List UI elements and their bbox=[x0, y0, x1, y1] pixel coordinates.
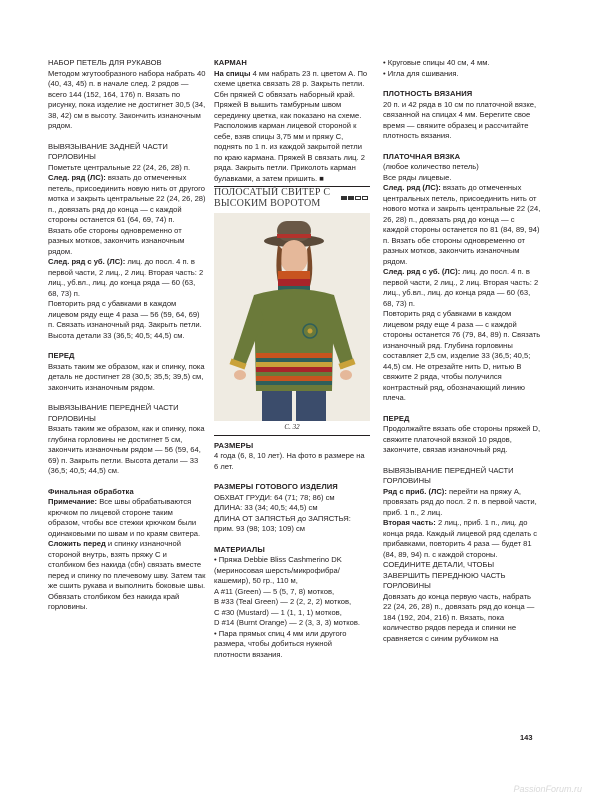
sleeve-cast-text: Методом жгутообразного набора набрать 40 (40, 43, 45) п. в начале след. 2 рядов — всего 144 (152, 164, 176) п. Вязать по рисунку, пока изделие не достигнет 30,5 (34, 38, 42) см в высоту. Закончить изнаночным рядом. bbox=[48, 68, 206, 130]
pocket-text bbox=[214, 69, 370, 185]
garter-p3: Повторить ряд с убавками в каждом лицевом ряду еще 4 раза — с каждой стороны останется 76 (79, 84, 89) п. Связать изнаночный ряд. Глубина горловины составляет 2,5 см, изделие 33 (36,5; 40,5; 44,5) см. Не отрезайте нить D, нитью B свяжите 2 ряда, чтобы получился контрастный ряд, обозначающий линию плеча. bbox=[383, 309, 541, 402]
front-neck2-heading: ВЫВЯЗЫВАНИЕ ПЕРЕДНЕЙ ЧАСТИ ГОРЛОВИНЫ bbox=[383, 465, 514, 485]
column-right bbox=[383, 58, 541, 644]
front-text: Вязать таким же образом, как и спинку, пока деталь не достигнет 28 (30,5; 35,5; 39,5) см, закончить изнаночным рядом. bbox=[48, 361, 205, 392]
photo-title: ПОЛОСАТЫЙ СВИТЕР С ВЫСОКИМ ВОРОТОМ bbox=[214, 187, 331, 209]
sleeve-cast-heading: НАБОР ПЕТЕЛЬ ДЛЯ РУКАВОВ bbox=[48, 58, 162, 67]
materials-line-4: C #30 (Mustard) — 1 (1, 1, 1) мотков, bbox=[214, 607, 342, 617]
end-mark: ■ bbox=[319, 173, 324, 183]
garter-p1-text: вязать до отмеченных центральных петель, присоединить нить от нового мотка и закрыть центральные 22 (24, 26, 28) п., довязать ряд до конца — с каждой стороны останется по 81 (84, 89, 94) п. Вязать обе стороны одновременно от разных мотков, закончить изнаночным рядом. bbox=[383, 183, 541, 266]
photo-title-block bbox=[214, 187, 370, 209]
density-heading: ПЛОТНОСТЬ ВЯЗАНИЯ bbox=[383, 89, 473, 98]
front-neck2-p1-label: Ряд с приб. (ЛС): bbox=[383, 486, 447, 496]
back-neck-p2 bbox=[48, 173, 206, 226]
finished-heading: РАЗМЕРЫ ГОТОВОГО ИЗДЕЛИЯ bbox=[214, 482, 338, 491]
materials-line-1: • Пряжа Debbie Bliss Cashmerino DK (мериносовая шерсть/микрофибра/кашемир), 50 гр., 110 м, bbox=[214, 555, 342, 585]
finished-line-1: ОБХВАТ ГРУДИ: 64 (71; 78; 86) см bbox=[214, 492, 335, 502]
front-heading: ПЕРЕД bbox=[48, 351, 75, 360]
front-neck2-p2 bbox=[383, 518, 541, 560]
front2-heading: ПЕРЕД bbox=[383, 413, 410, 423]
pocket-body: 4 мм набрать 23 п. цветом А. По схеме цветка связать 28 р. Закрыть петли. Сбн пряжей С обвязать наборный край. Пряжей В вышить тамбурным швом серединку цветка, как показано на схеме. Расположив карман лицевой стороной к себе, взяв спицы 3,75 мм и пряжу С, поднять по 1 п. из каждой закрытой петли по краю кармана. Пряжей В связать лиц. 2 ряда. Закрыть петли. Приколоть карман булавками, а затем пришить. bbox=[214, 68, 368, 183]
garter-p2 bbox=[383, 267, 541, 309]
front-neck-text: Вязать таким же образом, как и спинку, пока глубина горловины не достигнет 5 см, закончить изнаночным рядом — 56 (59, 64, 69) п. Закрыть петли. Высота детали — 33 (36,5; 40,5; 44,5) см. bbox=[48, 424, 205, 475]
finish-heading: Финальная обработка bbox=[48, 486, 134, 496]
front-neck2-p1-text: перейти на пряжу А, провязать ряд до посл. 2 п. в первой части, приб. 1 п., 2 лиц. bbox=[383, 486, 537, 517]
materials-line-5: D #14 (Burnt Orange) — 2 (3, 3, 3) мотков. bbox=[214, 618, 360, 627]
back-neck-p3: Вязать обе стороны одновременно от разных мотков, закончить изнаночным рядом. bbox=[48, 225, 185, 256]
finished-line-3: ДЛИНА ОТ ЗАПЯСТЬЯ до ЗАПЯСТЬЯ: прим. 93 (98; 103; 109) см bbox=[214, 513, 351, 533]
finish-p1-text: Все швы обрабатываются крючком по лицевой стороне таким образом, чтобы все стежки крючком были одинаковыми по швам и по краям свитера. bbox=[48, 497, 201, 538]
sizes-text: 4 года (6, 8, 10 лет). На фото в размере на 6 лет. bbox=[214, 451, 365, 471]
column-left bbox=[48, 58, 206, 613]
column-middle bbox=[214, 58, 370, 660]
front-neck2-p2-label: Вторая часть: bbox=[383, 518, 436, 527]
materials-line-6: • Пара прямых спиц 4 мм или другого размера, чтобы добиться нужной плотности вязания. bbox=[214, 628, 347, 659]
garter-p2-text: лиц. до посл. 4 п. в первой части, 2 лиц., 2 лиц. Вторая часть: 2 лиц., уб.вл., лиц. до конца ряда — 60 (63, 68, 73) п. bbox=[383, 267, 539, 308]
difficulty-indicator bbox=[341, 196, 368, 200]
garter-sub-1: (любое количество петель) bbox=[383, 162, 479, 171]
photo-caption: С. 32 bbox=[284, 423, 300, 431]
garter-p2-label: След. ряд с уб. (ЛС): bbox=[383, 267, 461, 276]
materials-line-3: B #33 (Teal Green) — 2 (2, 2, 2) мотков, bbox=[214, 597, 352, 606]
join-text: Довязать до конца первую часть, набрать 22 (24, 26, 28) п., довязать ряд до конца — 184 (192, 204, 216) п. Вязать, пока количество рядов переда и спинки не сравняется с синим рубчиком на bbox=[383, 591, 535, 643]
photo-illustration bbox=[214, 213, 370, 421]
sizes-heading: РАЗМЕРЫ bbox=[214, 440, 254, 450]
garter-sub-2: Все ряды лицевые. bbox=[383, 172, 452, 182]
back-neck-p4 bbox=[48, 257, 206, 299]
front-neck-heading: ВЫВЯЗЫВАНИЕ ПЕРЕДНЕЙ ЧАСТИ ГОРЛОВИНЫ bbox=[48, 403, 179, 423]
front-neck2-p1 bbox=[383, 487, 541, 519]
pocket-heading: КАРМАН bbox=[214, 58, 247, 67]
finish-p2 bbox=[48, 539, 206, 613]
back-neck-p4-label: След. ряд с уб. (ЛС): bbox=[48, 257, 126, 266]
garter-p1-label: След. ряд (ЛС): bbox=[383, 183, 441, 192]
finish-p2-text: и спинку изнаночной стороной внутрь, взять пряжу С и столбиком без накида (сбн) связать вместе перед и спинку по плечевому шву. Затем так же сшить рукава и выполнить боковые швы. Обвязать столбиком без накида край горловины. bbox=[48, 539, 206, 611]
tools-line-2: • Игла для сшивания. bbox=[383, 68, 459, 78]
sweater-photo bbox=[214, 213, 370, 421]
tools-line-1: • Круговые спицы 40 см, 4 мм. bbox=[383, 58, 490, 67]
back-neck-p2-text: вязать до отмеченных петель, присоединить новую нить от другого мотка и закрыть центральные 22 (24, 26, 28) п., довязать ряд до конца — с каждой стороны останется 61 (64, 69, 74) п. bbox=[48, 173, 206, 224]
garter-heading: ПЛАТОЧНАЯ ВЯЗКА bbox=[383, 151, 461, 161]
back-neck-p5: Повторить ряд с убавками в каждом лицевом ряду еще 4 раза — 56 (59, 64, 69) п. Связать изнаночный ряд. Закрыть петли. Высота детали 33 (36,5; 40,5; 44,5) см. bbox=[48, 299, 202, 340]
density-text: 20 п. и 42 ряда в 10 см по платочной вязке, связанной на спицах 4 мм. Берегите свое время — свяжите образец и рассчитайте плотность вязания. bbox=[383, 99, 537, 140]
finish-p1 bbox=[48, 497, 206, 539]
back-neck-p4-text: лиц. до посл. 4 п. в первой части, 2 лиц., 2 лиц. Вторая часть: 2 лиц., уб.вл., лиц. до конца ряда — 60 (63, 68, 73) п. bbox=[48, 257, 204, 298]
join-heading: СОЕДИНИТЕ ДЕТАЛИ, ЧТОБЫ ЗАВЕРШИТЬ ПЕРЕДНЮЮ ЧАСТЬ ГОРЛОВИНЫ bbox=[383, 560, 506, 590]
finished-line-2: ДЛИНА: 33 (34; 40,5; 44,5) см bbox=[214, 503, 318, 512]
watermark: PassionForum.ru bbox=[513, 783, 582, 794]
back-neck-p2-label: След. ряд (ЛС): bbox=[48, 173, 106, 182]
garter-p1 bbox=[383, 183, 541, 267]
back-neck-heading: ВЫВЯЗЫВАНИЕ ЗАДНЕЙ ЧАСТИ ГОРЛОВИНЫ bbox=[48, 141, 168, 161]
front-neck2-p2-text: 2 лиц., приб. 1 п., лиц. до конца ряда. Каждый лицевой ряд сделать с прибавками, повторить 4 раза — будет 81 (84, 89, 94) п. с каждой стороны. bbox=[383, 518, 538, 559]
front2-text: Продолжайте вязать обе стороны пряжей D, свяжите платочной вязкой 10 рядов, закончите, связав изнаночный ряд. bbox=[383, 424, 541, 454]
pocket-label: На спицы bbox=[214, 68, 251, 78]
back-neck-p1: Пометьте центральные 22 (24, 26, 28) п. bbox=[48, 162, 191, 172]
finish-p2-label: Сложить перед bbox=[48, 539, 106, 548]
finish-p1-label: Примечание: bbox=[48, 497, 98, 506]
materials-heading: МАТЕРИАЛЫ bbox=[214, 544, 265, 554]
page-number: 143 bbox=[520, 733, 533, 742]
materials-line-2: A #11 (Green) — 5 (5, 7, 8) мотков, bbox=[214, 586, 335, 596]
